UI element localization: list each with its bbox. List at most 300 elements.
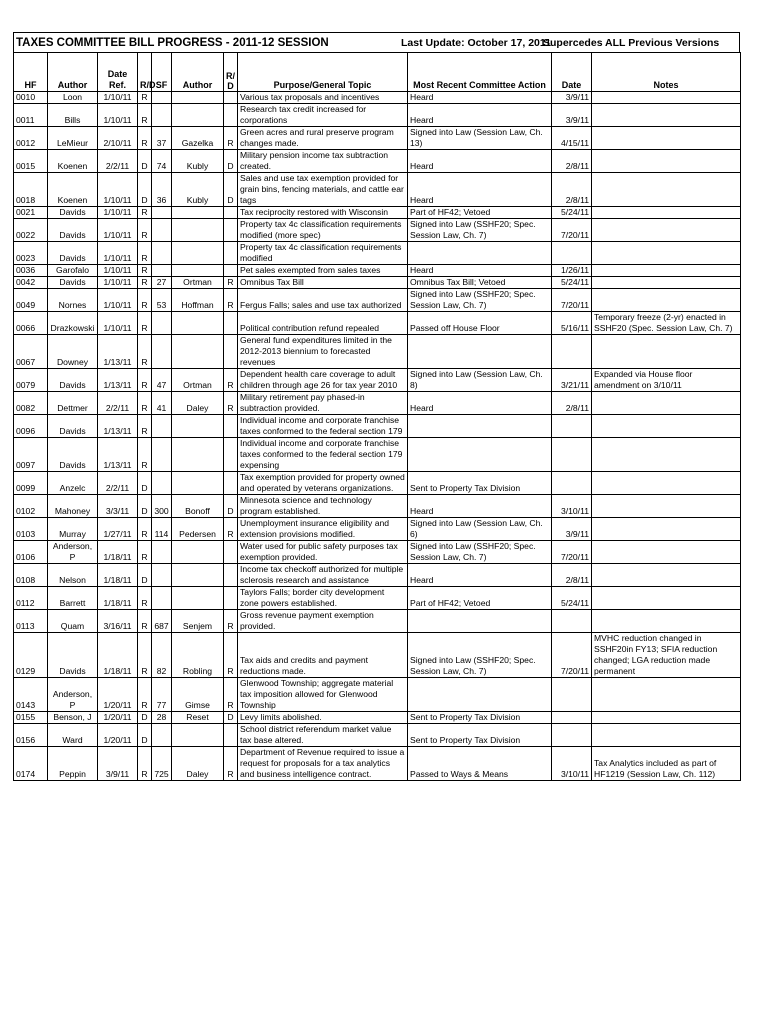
- table-row: [14, 564, 741, 587]
- row-action: Signed into Law (SSHF20; Spec. Session Law, Ch. 7): [408, 541, 552, 564]
- row-hf: 0082: [14, 392, 48, 415]
- row-notes: [592, 564, 741, 587]
- row-rd: R: [138, 678, 152, 712]
- row-date: 5/24/11: [552, 207, 592, 219]
- col-sf: SF: [152, 53, 172, 92]
- row-author: Anderson, P: [48, 541, 98, 564]
- row-rd: R: [138, 289, 152, 312]
- table-row: [14, 207, 741, 219]
- row-notes: MVHC reduction changed in SSHF20in FY13; SFIA reduction changed; LGA reduction made permanent: [592, 633, 741, 678]
- row-sf: [152, 415, 172, 438]
- row-sf-author: Daley: [172, 747, 224, 781]
- row-purpose: Various tax proposals and incentives: [238, 92, 408, 104]
- row-purpose: Green acres and rural preserve program changes made.: [238, 127, 408, 150]
- row-purpose: Military retirement pay phased-in subtraction provided.: [238, 392, 408, 415]
- row-notes: [592, 495, 741, 518]
- row-purpose: Tax exemption provided for property owned and operated by veterans organizations.: [238, 472, 408, 495]
- row-sf-author: Daley: [172, 392, 224, 415]
- row-notes: [592, 392, 741, 415]
- table-row: [14, 415, 741, 438]
- row-hf: 0143: [14, 678, 48, 712]
- row-date: 5/24/11: [552, 587, 592, 610]
- row-date-ref: 2/2/11: [98, 392, 138, 415]
- row-sf-rd: [224, 724, 238, 747]
- row-sf: [152, 219, 172, 242]
- bill-progress-sheet: [13, 32, 740, 781]
- row-action: [408, 438, 552, 472]
- row-sf: 725: [152, 747, 172, 781]
- row-hf: 0042: [14, 277, 48, 289]
- row-purpose: Property tax 4c classification requirements modified (more spec): [238, 219, 408, 242]
- sheet-title-bar: [13, 32, 740, 52]
- row-notes: [592, 104, 741, 127]
- row-date: [552, 678, 592, 712]
- row-hf: 0049: [14, 289, 48, 312]
- row-date-ref: 1/10/11: [98, 289, 138, 312]
- row-date: 1/26/11: [552, 265, 592, 277]
- row-sf: [152, 724, 172, 747]
- row-hf: 0106: [14, 541, 48, 564]
- row-action: [408, 415, 552, 438]
- row-hf: 0023: [14, 242, 48, 265]
- row-action: Signed into Law (SSHF20; Spec. Session Law, Ch. 7): [408, 289, 552, 312]
- table-row: [14, 369, 741, 392]
- row-author: Davids: [48, 633, 98, 678]
- row-action: Passed off House Floor: [408, 312, 552, 335]
- row-rd: R: [138, 518, 152, 541]
- row-date-ref: 1/18/11: [98, 564, 138, 587]
- row-action: Heard: [408, 92, 552, 104]
- row-sf: 27: [152, 277, 172, 289]
- row-sf: [152, 312, 172, 335]
- row-hf: 0022: [14, 219, 48, 242]
- row-rd: R: [138, 415, 152, 438]
- row-sf-rd: [224, 587, 238, 610]
- row-sf-rd: R: [224, 127, 238, 150]
- row-hf: 0096: [14, 415, 48, 438]
- table-row: [14, 312, 741, 335]
- row-sf-author: Reset: [172, 712, 224, 724]
- row-purpose: Dependent health care coverage to adult children through age 26 for tax year 2010: [238, 369, 408, 392]
- row-action: Sent to Property Tax Division: [408, 724, 552, 747]
- row-date: [552, 472, 592, 495]
- row-date-ref: 3/9/11: [98, 747, 138, 781]
- row-purpose: Individual income and corporate franchise taxes conformed to the federal section 179: [238, 415, 408, 438]
- row-rd: R: [138, 242, 152, 265]
- row-hf: 0174: [14, 747, 48, 781]
- row-date: 5/24/11: [552, 277, 592, 289]
- row-sf-rd: R: [224, 747, 238, 781]
- row-action: Part of HF42; Vetoed: [408, 207, 552, 219]
- row-date: [552, 712, 592, 724]
- row-notes: [592, 712, 741, 724]
- row-rd: R: [138, 633, 152, 678]
- row-notes: [592, 415, 741, 438]
- row-author: Bills: [48, 104, 98, 127]
- row-sf: 37: [152, 127, 172, 150]
- row-author: Downey: [48, 335, 98, 369]
- row-sf-rd: D: [224, 495, 238, 518]
- table-row: [14, 633, 741, 678]
- table-row: [14, 610, 741, 633]
- row-sf-rd: R: [224, 678, 238, 712]
- row-sf-author: [172, 312, 224, 335]
- row-sf-rd: [224, 265, 238, 277]
- row-hf: 0021: [14, 207, 48, 219]
- row-purpose: Tax aids and credits and payment reductions made.: [238, 633, 408, 678]
- row-author: Drazkowski: [48, 312, 98, 335]
- table-row: [14, 92, 741, 104]
- row-rd: R: [138, 277, 152, 289]
- row-purpose: Tax reciprocity restored with Wisconsin: [238, 207, 408, 219]
- row-rd: R: [138, 541, 152, 564]
- row-date-ref: 1/18/11: [98, 587, 138, 610]
- row-sf-author: [172, 415, 224, 438]
- table-row: [14, 219, 741, 242]
- row-sf: 300: [152, 495, 172, 518]
- row-date-ref: 1/10/11: [98, 92, 138, 104]
- row-notes: [592, 678, 741, 712]
- header-row: [14, 53, 741, 92]
- row-notes: [592, 207, 741, 219]
- row-sf: [152, 335, 172, 369]
- row-purpose: School district referendum market value tax base altered.: [238, 724, 408, 747]
- row-action: Heard: [408, 173, 552, 207]
- row-sf-rd: D: [224, 150, 238, 173]
- row-sf-rd: R: [224, 610, 238, 633]
- row-sf-author: [172, 104, 224, 127]
- row-sf-rd: [224, 541, 238, 564]
- row-sf-rd: D: [224, 173, 238, 207]
- row-rd: R: [138, 104, 152, 127]
- row-sf-author: Ortman: [172, 277, 224, 289]
- row-author: Koenen: [48, 173, 98, 207]
- row-rd: R: [138, 747, 152, 781]
- row-hf: 0012: [14, 127, 48, 150]
- row-author: Davids: [48, 369, 98, 392]
- row-date-ref: 3/3/11: [98, 495, 138, 518]
- row-sf-author: Gazelka: [172, 127, 224, 150]
- row-author: Anzelc: [48, 472, 98, 495]
- row-sf-author: [172, 438, 224, 472]
- row-sf: [152, 265, 172, 277]
- table-row: [14, 724, 741, 747]
- row-sf: [152, 242, 172, 265]
- row-rd: D: [138, 712, 152, 724]
- row-date-ref: 1/13/11: [98, 335, 138, 369]
- row-purpose: Minnesota science and technology program established.: [238, 495, 408, 518]
- row-sf-rd: D: [224, 712, 238, 724]
- row-sf: [152, 472, 172, 495]
- row-action: Signed into Law (SSHF20; Spec. Session Law, Ch. 7): [408, 219, 552, 242]
- table-row: [14, 747, 741, 781]
- row-date: [552, 335, 592, 369]
- row-action: Heard: [408, 564, 552, 587]
- row-sf-rd: [224, 335, 238, 369]
- row-date: [552, 242, 592, 265]
- row-action: Omnibus Tax Bill; Vetoed: [408, 277, 552, 289]
- row-sf: 36: [152, 173, 172, 207]
- row-author: Nelson: [48, 564, 98, 587]
- row-purpose: Military pension income tax subtraction created.: [238, 150, 408, 173]
- row-notes: [592, 219, 741, 242]
- row-date-ref: 1/27/11: [98, 518, 138, 541]
- row-notes: [592, 472, 741, 495]
- row-sf: [152, 207, 172, 219]
- table-row: [14, 173, 741, 207]
- row-sf-author: Bonoff: [172, 495, 224, 518]
- row-sf: [152, 92, 172, 104]
- row-date-ref: 1/10/11: [98, 207, 138, 219]
- row-purpose: Income tax checkoff authorized for multiple sclerosis research and assistance: [238, 564, 408, 587]
- row-sf-author: [172, 564, 224, 587]
- row-purpose: Omnibus Tax Bill: [238, 277, 408, 289]
- row-date-ref: 1/13/11: [98, 415, 138, 438]
- row-rd: D: [138, 724, 152, 747]
- row-rd: R: [138, 335, 152, 369]
- row-date: 7/20/11: [552, 633, 592, 678]
- row-sf-rd: [224, 242, 238, 265]
- row-date-ref: 1/10/11: [98, 173, 138, 207]
- row-author: Davids: [48, 415, 98, 438]
- row-date-ref: 1/18/11: [98, 541, 138, 564]
- row-date: 2/8/11: [552, 564, 592, 587]
- row-sf: [152, 104, 172, 127]
- row-action: Sent to Property Tax Division: [408, 472, 552, 495]
- row-hf: 0011: [14, 104, 48, 127]
- row-sf-author: [172, 219, 224, 242]
- row-action: Heard: [408, 150, 552, 173]
- row-date-ref: 1/10/11: [98, 242, 138, 265]
- row-sf-author: Ortman: [172, 369, 224, 392]
- col-hf: HF: [14, 53, 48, 92]
- row-purpose: Political contribution refund repealed: [238, 312, 408, 335]
- row-sf-rd: R: [224, 277, 238, 289]
- row-sf-rd: [224, 104, 238, 127]
- row-notes: [592, 610, 741, 633]
- row-sf-rd: R: [224, 633, 238, 678]
- row-notes: [592, 242, 741, 265]
- row-sf-author: Pedersen: [172, 518, 224, 541]
- table-row: [14, 335, 741, 369]
- row-hf: 0018: [14, 173, 48, 207]
- col-purpose: Purpose/General Topic: [238, 53, 408, 92]
- row-sf-rd: [224, 207, 238, 219]
- table-row: [14, 392, 741, 415]
- last-update: Last Update: October 17, 2011: [401, 36, 551, 49]
- row-purpose: Individual income and corporate franchise taxes conformed to the federal section 179 expensing: [238, 438, 408, 472]
- row-action: Passed to Ways & Means: [408, 747, 552, 781]
- row-date-ref: 2/2/11: [98, 150, 138, 173]
- row-author: Loon: [48, 92, 98, 104]
- row-notes: [592, 127, 741, 150]
- row-rd: R: [138, 369, 152, 392]
- row-rd: R: [138, 587, 152, 610]
- row-rd: D: [138, 564, 152, 587]
- row-rd: R: [138, 312, 152, 335]
- row-date: [552, 610, 592, 633]
- row-purpose: Levy limits abolished.: [238, 712, 408, 724]
- row-hf: 0112: [14, 587, 48, 610]
- row-sf-author: [172, 207, 224, 219]
- row-hf: 0156: [14, 724, 48, 747]
- row-sf: 74: [152, 150, 172, 173]
- row-sf-author: [172, 265, 224, 277]
- row-sf-author: [172, 587, 224, 610]
- row-action: Signed into Law (Session Law, Ch. 6): [408, 518, 552, 541]
- row-rd: R: [138, 219, 152, 242]
- row-action: Heard: [408, 104, 552, 127]
- table-row: [14, 265, 741, 277]
- row-author: Anderson, P: [48, 678, 98, 712]
- row-hf: 0129: [14, 633, 48, 678]
- row-date: [552, 438, 592, 472]
- row-sf-author: [172, 724, 224, 747]
- table-row: [14, 587, 741, 610]
- table-row: [14, 712, 741, 724]
- row-sf-rd: R: [224, 392, 238, 415]
- row-sf-rd: [224, 438, 238, 472]
- row-author: Ward: [48, 724, 98, 747]
- row-sf-author: Hoffman: [172, 289, 224, 312]
- row-author: Peppin: [48, 747, 98, 781]
- row-action: Signed into Law (Session Law, Ch. 13): [408, 127, 552, 150]
- table-row: [14, 518, 741, 541]
- col-rd: R/D: [138, 53, 152, 92]
- row-notes: Expanded via House floor amendment on 3/10/11: [592, 369, 741, 392]
- row-author: Davids: [48, 242, 98, 265]
- row-author: Davids: [48, 219, 98, 242]
- row-date: [552, 724, 592, 747]
- col-date-ref: Date Ref.: [98, 53, 138, 92]
- row-action: Heard: [408, 495, 552, 518]
- row-purpose: General fund expenditures limited in the 2012-2013 biennium to forecasted revenues: [238, 335, 408, 369]
- row-sf-author: Gimse: [172, 678, 224, 712]
- row-sf-rd: [224, 219, 238, 242]
- row-sf-author: [172, 335, 224, 369]
- row-notes: [592, 150, 741, 173]
- row-sf: 687: [152, 610, 172, 633]
- row-sf-author: Senjem: [172, 610, 224, 633]
- row-sf: 28: [152, 712, 172, 724]
- row-author: Davids: [48, 277, 98, 289]
- row-hf: 0102: [14, 495, 48, 518]
- row-action: Heard: [408, 265, 552, 277]
- row-author: Mahoney: [48, 495, 98, 518]
- row-purpose: Fergus Falls; sales and use tax authorized: [238, 289, 408, 312]
- row-hf: 0099: [14, 472, 48, 495]
- row-hf: 0010: [14, 92, 48, 104]
- row-action: [408, 242, 552, 265]
- row-date-ref: 1/10/11: [98, 265, 138, 277]
- row-hf: 0067: [14, 335, 48, 369]
- table-row: [14, 242, 741, 265]
- table-row: [14, 127, 741, 150]
- table-row: [14, 495, 741, 518]
- table-row: [14, 104, 741, 127]
- row-date-ref: 1/10/11: [98, 312, 138, 335]
- row-purpose: Pet sales exempted from sales taxes: [238, 265, 408, 277]
- row-rd: R: [138, 265, 152, 277]
- row-date: [552, 415, 592, 438]
- row-date-ref: 1/20/11: [98, 712, 138, 724]
- row-date: 2/8/11: [552, 150, 592, 173]
- row-sf-author: Robling: [172, 633, 224, 678]
- row-rd: D: [138, 472, 152, 495]
- row-hf: 0036: [14, 265, 48, 277]
- row-action: Heard: [408, 392, 552, 415]
- row-date: 2/8/11: [552, 392, 592, 415]
- row-purpose: Property tax 4c classification requirements modified: [238, 242, 408, 265]
- row-author: Quam: [48, 610, 98, 633]
- row-author: Davids: [48, 207, 98, 219]
- row-action: Part of HF42; Vetoed: [408, 587, 552, 610]
- table-row: [14, 541, 741, 564]
- row-author: LeMieur: [48, 127, 98, 150]
- row-date: 5/16/11: [552, 312, 592, 335]
- row-sf-author: [172, 242, 224, 265]
- row-notes: [592, 541, 741, 564]
- row-sf: 41: [152, 392, 172, 415]
- row-hf: 0108: [14, 564, 48, 587]
- col-date: Date: [552, 53, 592, 92]
- row-hf: 0113: [14, 610, 48, 633]
- row-date-ref: 1/13/11: [98, 438, 138, 472]
- row-sf-rd: [224, 312, 238, 335]
- row-date: 7/20/11: [552, 541, 592, 564]
- row-action: [408, 610, 552, 633]
- row-date-ref: 1/20/11: [98, 724, 138, 747]
- row-sf-rd: R: [224, 518, 238, 541]
- row-sf-rd: R: [224, 289, 238, 312]
- supersedes-note: Supercedes ALL Previous Versions: [543, 36, 720, 49]
- row-action: Signed into Law (Session Law, Ch. 8): [408, 369, 552, 392]
- row-date-ref: 1/20/11: [98, 678, 138, 712]
- row-hf: 0066: [14, 312, 48, 335]
- table-row: [14, 150, 741, 173]
- row-sf-author: Kubly: [172, 173, 224, 207]
- table-row: [14, 438, 741, 472]
- row-purpose: Glenwood Township; aggregate material tax imposition allowed for Glenwood Township: [238, 678, 408, 712]
- row-notes: [592, 335, 741, 369]
- row-date-ref: 2/10/11: [98, 127, 138, 150]
- table-row: [14, 277, 741, 289]
- row-date: 4/15/11: [552, 127, 592, 150]
- row-notes: [592, 277, 741, 289]
- row-notes: [592, 518, 741, 541]
- row-notes: [592, 265, 741, 277]
- row-rd: R: [138, 392, 152, 415]
- row-author: Benson, J: [48, 712, 98, 724]
- row-date-ref: 1/10/11: [98, 277, 138, 289]
- table-row: [14, 678, 741, 712]
- row-notes: [592, 724, 741, 747]
- row-author: Murray: [48, 518, 98, 541]
- row-notes: [592, 289, 741, 312]
- row-action: Signed into Law (SSHF20; Spec. Session Law, Ch. 7): [408, 633, 552, 678]
- row-sf-rd: [224, 472, 238, 495]
- col-sf-rd: R/ D: [224, 53, 238, 92]
- row-sf: 114: [152, 518, 172, 541]
- row-date: 3/21/11: [552, 369, 592, 392]
- row-rd: D: [138, 150, 152, 173]
- table-row: [14, 472, 741, 495]
- row-notes: [592, 438, 741, 472]
- row-sf-rd: [224, 564, 238, 587]
- row-sf-author: Kubly: [172, 150, 224, 173]
- row-purpose: Water used for public safety purposes tax exemption provided.: [238, 541, 408, 564]
- row-date: 3/9/11: [552, 518, 592, 541]
